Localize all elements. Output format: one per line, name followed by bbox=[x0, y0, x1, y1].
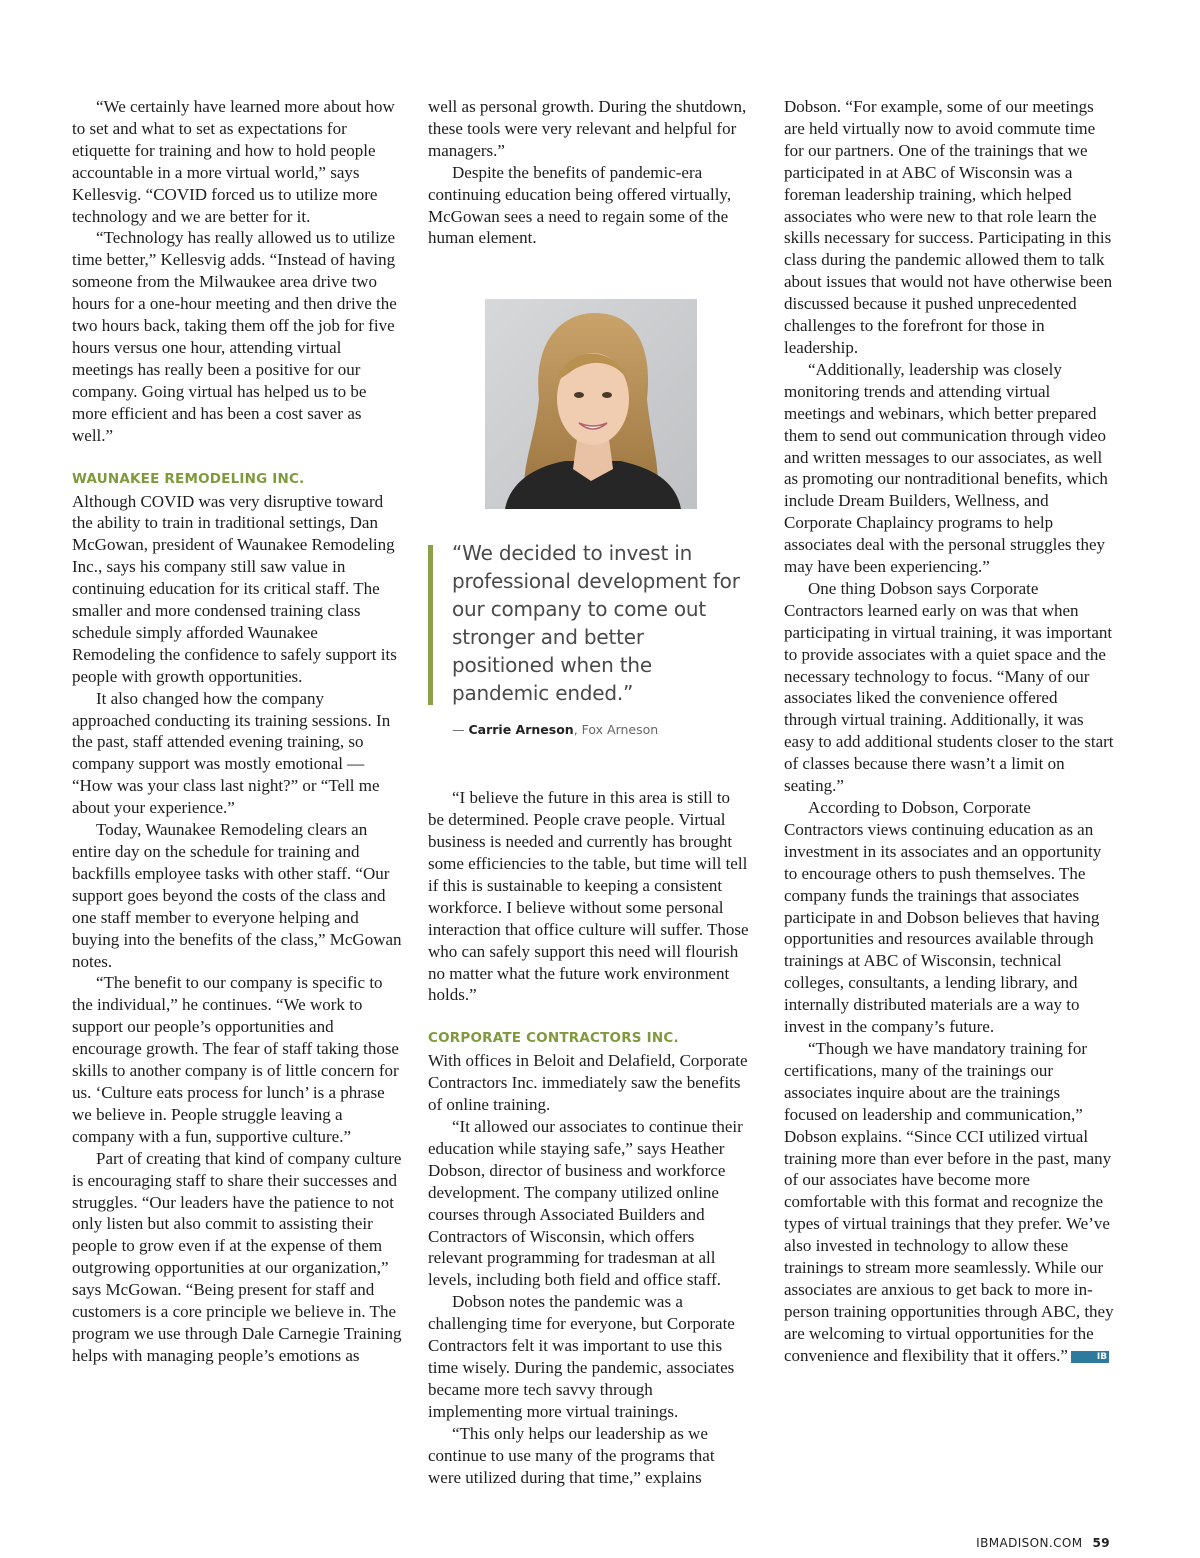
column-2 bbox=[428, 96, 750, 1488]
quote-bar bbox=[428, 545, 433, 705]
paragraph: Part of creating that kind of company culture is encouraging staff to share their successes and struggles. “Our leaders have the patience to not only listen but also commit to assisting their people to grow even if at the expense of them outgrowing opportunities at our organization,” says McGowan. “Being present for staff and customers is a core principle we believe in. The program we use through Dale Carnegie Training helps with managing people’s emotions as bbox=[72, 1148, 402, 1365]
attribution-affiliation: , Fox Arneson bbox=[573, 722, 659, 738]
last-paragraph-text: “Though we have mandatory training for certifications, many of the trainings our associates inquire about are the trainings focused on leadership and communication,” Dobson explains. “Since CCI utilized virtual training more than ever before in the past, many of our associates have become more comfortable with this format and recognize the types of virtual trainings that they prefer. We’ve also invested in technology to allow these trainings to stream more seamlessly. While our associates are anxious to get back to more in-person training opportunities through ABC, they are welcoming to virtual opportunities for the convenience and flexibility that it offers.” bbox=[784, 1038, 1114, 1365]
paragraph-last bbox=[784, 1038, 1114, 1367]
paragraph: “I believe the future in this area is still to be determined. People crave people. Virtual business is needed and currently has brought some efficiencies to the table, but time will tell if this is sustainable to keeping a consistent workforce. I believe without some personal interaction that office culture will suffer. Those who can safely support this need will flourish no matter what the future work environment holds.” bbox=[428, 788, 749, 1005]
paragraph: Despite the benefits of pandemic-era continuing education being offered virtually, McGowan sees a need to regain some of the human element. bbox=[428, 162, 732, 248]
paragraph: Dobson notes the pandemic was a challenging time for everyone, but Corporate Contractors felt it was important to use this time wisely. During the pandemic, associates became more tech savvy through implementing more virtual trainings. bbox=[428, 1292, 735, 1421]
attribution-name: Carrie Arneson bbox=[468, 722, 574, 738]
paragraph: “This only helps our leadership as we continue to use many of the programs that were utilized during that time,” explains bbox=[428, 1423, 715, 1487]
paragraph: “Additionally, leadership was closely monitoring trends and attending virtual meetings and webinars, which better prepared them to send out communication through video and written messages to our associates, as well as promoting our nontraditional benefits, which include Dream Builders, Wellness, and Corporate Chaplaincy programs to help associates deal with the personal struggles they may have been experiencing.” bbox=[784, 359, 1108, 577]
portrait-photo bbox=[485, 299, 697, 509]
paragraph: “It allowed our associates to continue their education while staying safe,” says Heather Dobson, director of business and workforce development. The company utilized online courses through Associated Builders and Contractors of Wisconsin, which offers relevant programming for tradesman at all levels, including both field and office staff. bbox=[428, 1117, 743, 1290]
attribution-dash: — bbox=[452, 722, 469, 738]
paragraph: With offices in Beloit and Delafield, Corporate Contractors Inc. immediately saw the benefits of online training. bbox=[428, 1051, 748, 1115]
paragraph: According to Dobson, Corporate Contractors views continuing education as an investment in its associates and an opportunity to encourage others to push themselves. The company funds the trainings that associates participate in and Dobson believes that having opportunities and resources available through trainings at ABC of Wisconsin, technical colleges, consultants, a lending library, and internally distributed materials are a way to invest in the company’s future. bbox=[784, 798, 1102, 1037]
page-footer bbox=[976, 1536, 1110, 1550]
pull-quote-attribution bbox=[452, 719, 750, 741]
paragraph: Today, Waunakee Remodeling clears an entire day on the schedule for training and backfills employee tasks with other staff. “Our support goes beyond the costs of the class and one staff member to everyone helping and buying into the benefits of the class,” McGowan notes. bbox=[72, 820, 402, 971]
paragraph: It also changed how the company approached conducting its training sessions. In the past, staff attended evening training, so company support was mostly emotional — “How was your class last night?” or “Tell me about your experience.” bbox=[72, 688, 391, 818]
end-mark-icon: IB bbox=[1071, 1351, 1109, 1363]
paragraph: One thing Dobson says Corporate Contractors learned early on was that when participating in virtual training, it was important to provide associates with a quiet space and the necessary technology to focus. “Many of our associates liked the convenience offered through virtual training. Additionally, it was easy to add additional students closer to the start of classes because there wasn’t a limit on seating.” bbox=[784, 578, 1114, 796]
paragraph: Although COVID was very disruptive toward the ability to train in traditional settings, Dan McGowan, president of Waunakee Remodeling Inc., says his company still saw value in continuing education for its critical staff. The smaller and more condensed training class schedule simply afforded Waunakee Remodeling the confidence to safely support its people with growth opportunities. bbox=[72, 491, 397, 686]
paragraph: Dobson. “For example, some of our meetings are held virtually now to avoid commute time for our partners. One of the trainings that we participated in at ABC of Wisconsin was a foreman leadership training, which helped associates who were new to that role learn the skills necessary for success. Participating in this class during the pandemic allowed them to talk about issues that would not have otherwise been discussed because it pushed unprecedented challenges to the forefront for those in leadership. bbox=[784, 97, 1113, 357]
section-heading-corporate-contractors: CORPORATE CONTRACTORS INC. bbox=[428, 1030, 679, 1047]
paragraph: “We certainly have learned more about how to set and what to set as expectations for etiquette for training and how to hold people accountable in a more virtual world,” says Kellesvig. “COVID forced us to utilize more technology and we are better for it. bbox=[72, 97, 395, 226]
pull-quote-text: “We decided to invest in professional development for our company to come out stronger and better positioned when the pandemic ended.” bbox=[452, 541, 740, 706]
paragraph: “Technology has really allowed us to utilize time better,” Kellesvig adds. “Instead of having someone from the Milwaukee area drive two hours for a one-hour meeting and then drive the two hours back, taking them off the job for five hours versus one hour, attending virtual meetings has really been a positive for our company. Going virtual has helped us to be more efficient and has been a cost saver as well.” bbox=[72, 228, 397, 445]
paragraph: well as personal growth. During the shutdown, these tools were very relevant and helpful for managers.” bbox=[428, 97, 747, 160]
footer-site: IBMADISON.COM bbox=[976, 1536, 1083, 1550]
portrait-image bbox=[485, 299, 697, 509]
section-heading-waunakee: WAUNAKEE REMODELING INC. bbox=[72, 470, 305, 487]
page-number: 59 bbox=[1092, 1536, 1110, 1550]
column-3 bbox=[784, 96, 1114, 1367]
pull-quote bbox=[428, 539, 750, 741]
paragraph: “The benefit to our company is specific to the individual,” he continues. “We work to support our people’s opportunities and encourage growth. The fear of staff taking those skills to another company is of little concern for us. ‘Culture eats process for lunch’ is a phrase we believe in. People struggle leaving a company with a fun, supportive culture.” bbox=[72, 973, 399, 1146]
column-1 bbox=[72, 96, 402, 1367]
